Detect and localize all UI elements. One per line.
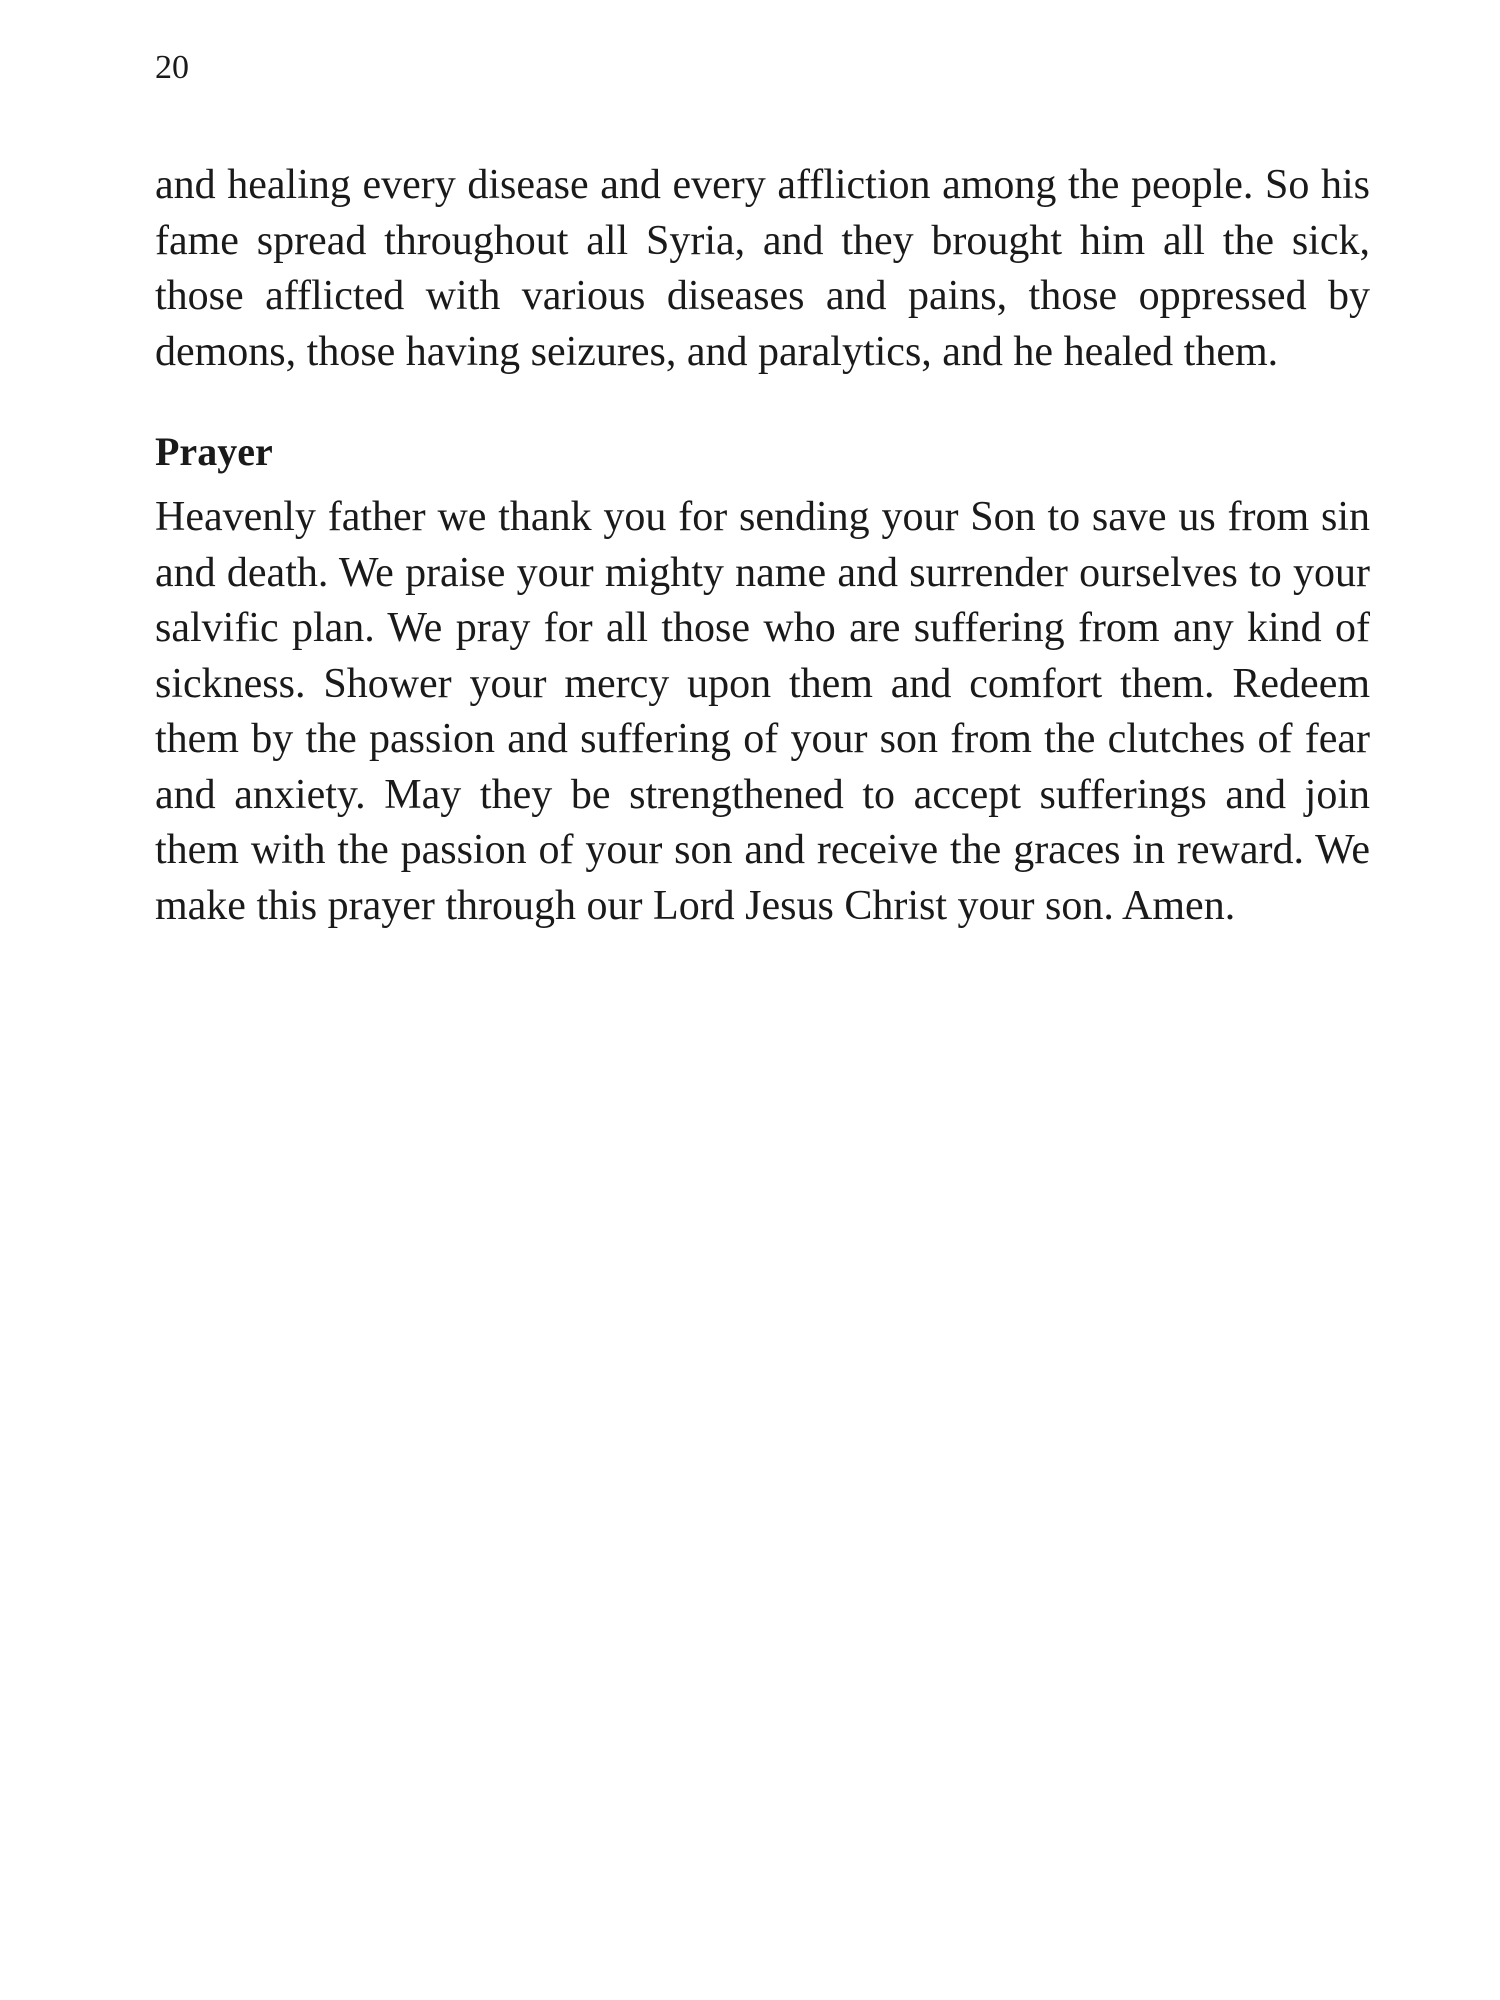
scripture-passage: and healing every disease and every affliction among the people. So his fame spread throughout all Syria, and they brought him all the sick, those afflicted with various diseases and pains, those oppressed by demons, those having seizures, and paralytics, and he healed them. [155, 162, 1370, 375]
prayer-text: Heavenly father we thank you for sending your Son to save us from sin and death. We praise your mighty name and surrender ourselves to your salvific plan. We pray for all those who are suffering from any kind of sickness. Shower your mercy upon them and comfort them. Redeem them by the passion and suffering of your son from the clutches of fear and anxiety. May they be strengthened to accept sufferings and join them with the passion of your son and receive the graces in reward. We make this prayer through our Lord Jesus Christ your son. Amen. [155, 494, 1370, 929]
page-number: 20 [155, 49, 189, 86]
prayer-heading: Prayer [155, 429, 273, 474]
page-content [155, 158, 1370, 934]
